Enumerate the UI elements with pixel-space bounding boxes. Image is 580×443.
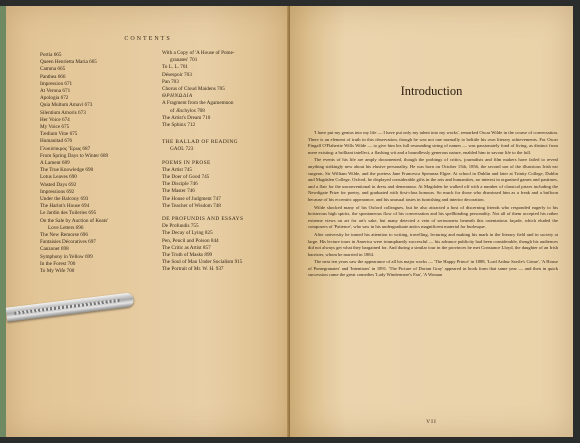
contents-entry: The Truth of Masks 899 (162, 252, 213, 259)
contents-entry: My Voice 675 (40, 124, 70, 131)
contents-entry: The Decay of Lying 825 (162, 230, 213, 237)
contents-entry: A Lament 689 (40, 160, 70, 167)
contents-entry: Portia 665 (40, 52, 62, 58)
contents-entry: Queen Henrietta Maria 665 (40, 59, 97, 66)
contents-entry: Fantaisies Décoratives 697 (40, 239, 96, 246)
contents-entry: The Artist's Dream 710 (162, 114, 211, 121)
introduction-paragraph: The events of his life are amply documented, though the probings of critics, journalists and film makers have failed to reveal anything strikingly new about his elusive personality. He was born on October 15th, 1856, the second son of the illustrious Irish ear surgeon, Sir William Wilde, and the poetess Jane Francesca Speranza Elgee. At school in Dublin and later at Trinity College, Dublin and Magdalen College, Oxford, he displayed considerable gifts in the arts and humanities, no interest in organised games and pastimes, and a flair for the unconventional in dress and demeanour. At Magdalen he walked off with a number of classical prizes including the Newdigate Prize for poetry, and graduated with first-class honours. So much for those who dismissed him as a freak and a buffoon because of his eccentric appearance, and his unusual tastes in furnishing and interior decoration. (308, 157, 558, 202)
contents-entry: With a Copy of 'A House of Pome- (162, 50, 235, 56)
introduction-paragraph: The next ten years saw the appearance of all his major works — 'The Happy Prince' in 1888, 'Lord Arthur Savile's Crime', 'A House of Pomegranates' and 'Intentions' in 1891. 'The Picture of Dorian Gray' appeared in book form that same year — and then in quick succession came the great comedies 'Lady Windermere's Fan', 'A Woman (308, 259, 558, 278)
contents-entry: De Profundis 755 (162, 223, 199, 230)
contents-entry: The Master 746 (162, 188, 195, 195)
contents-entry: The Critic as Artist 857 (162, 244, 211, 251)
contents-entry: The Teacher of Wisdom 748 (162, 202, 221, 209)
introduction-title: Introduction (400, 84, 463, 98)
contents-entry: The Soul of Man Under Socialism 915 (162, 259, 243, 266)
contents-entry: Pan 703 (162, 78, 179, 85)
left-page (6, 6, 290, 437)
contents-entry: The Sphinx 712 (162, 122, 196, 129)
introduction-paragraph: After university he turned his attention to writing, travelling, lecturing and making his mark in the literary field and in society at large. His lecture tours in America were triumphantly successful — his advance publicity had been considerable, though his audiences did not always get what they bargained for. And during a similar tour in the provinces he met Constance Lloyd, the daughter of an Irish barrister, whom he married in 1884. (308, 231, 558, 257)
contents-entry: Désespoir 703 (162, 71, 192, 78)
right-page (290, 6, 573, 437)
contents-entry: The Disciple 746 (162, 181, 198, 188)
contents-entry: Her Voice 674 (40, 116, 70, 123)
contents-entry: On the Sale by Auction of Keats' (40, 217, 109, 224)
contents-entry: The Portrait of Mr. W. H. 937 (162, 266, 224, 273)
contents-entry: Canzonet 698 (40, 246, 69, 253)
contents-entry: of Æschylos 708 (170, 107, 205, 114)
contents-entry: The New Remorse 696 (40, 232, 88, 239)
contents-entry: Impression 671 (40, 80, 73, 87)
contents-entry: The True Knowledge 690 (40, 167, 94, 174)
contents-entry: Humanitad 676 (40, 138, 73, 145)
contents-entry: Panthea 666 (40, 73, 66, 80)
contents-entry: Pen, Pencil and Poison 844 (162, 237, 219, 244)
contents-entry: Le Jardin des Tuileries 695 (40, 210, 97, 217)
section-poems-in-prose: POEMS IN PROSE (162, 159, 211, 166)
contents-entry: Love Letters 696 (48, 224, 84, 231)
contents-entry: In the Forest 700 (40, 260, 76, 267)
contents-entry: The Doer of Good 745 (162, 174, 210, 181)
contents-entry: The House of Judgment 747 (162, 195, 221, 202)
contents-entry: Symphony in Yellow 699 (40, 253, 93, 260)
contents-entry: The Artist 745 (162, 166, 192, 173)
contents-entry: To My Wife 700 (40, 268, 75, 275)
metal-page-clip (6, 292, 134, 321)
section-ballad-page: GAOL 723 (170, 146, 194, 153)
contents-entry: Quia Multum Amavi 673 (40, 102, 93, 109)
section-de-profundis: DE PROFUNDIS AND ESSAYS (162, 216, 244, 223)
contents-entry: Impressions 692 (40, 188, 75, 195)
introduction-paragraph: Wilde shocked many of his Oxford colleagues, but he also attracted a host of discerning friends who responded eagerly to his boisterous high spirits, the spontaneous flow of his conversation and his spellbinding personality. Not all of them accepted his rather extreme views on art for art's sake, but many detected a vein of seriousness beneath this ostentatious façade, which eluded the composers of 'Patience', who saw in his undergraduate antics magnificent material for burlesque. (308, 204, 558, 230)
contents-entry: Γλυκύπικρος Ἔρως 687 (40, 145, 91, 152)
page-number: VII (426, 419, 437, 425)
contents-entry: Camma 665 (40, 66, 66, 73)
contents-greek-title: ΘΡΗΝΩΔΙΑ (162, 93, 193, 100)
section-ballad-title: THE BALLAD OF READING (162, 139, 238, 146)
contents-entry: Wasted Days 692 (40, 181, 77, 188)
contents-header: CONTENTS (124, 36, 172, 42)
contents-entry: granates' 701 (170, 57, 198, 64)
contents-entry: A Fragment from the Agamemnon (162, 100, 234, 107)
contents-column-2 (162, 50, 288, 274)
contents-entry: At Verona 671 (40, 88, 71, 95)
contents-entry: To L. L. 701 (162, 64, 189, 71)
contents-entry: Under the Balcony 693 (40, 196, 89, 203)
contents-column-1 (40, 52, 152, 275)
contents-entry: From Spring Days to Winter 689 (40, 152, 109, 159)
contents-entry: Lotus Leaves 690 (40, 174, 77, 181)
introduction-paragraph: 'I have put my genius into my life — I have put only my talent into my works', remarked Oscar Wilde in the course of conversation. There is an element of truth in this observation, though he was not one normally to belittle his own literary achievements. For Oscar Fingall O'Flahertie Wills Wilde — to give him his full resounding string of names — was passionately fond of living, as distinct from mere existing: a brilliant intellect, a flashing wit and a boundlessly generous nature, enabled him to savour life to the full. (308, 130, 558, 155)
contents-entry: Silentium Amoris 673 (40, 109, 86, 116)
contents-entry: The Harlot's House 694 (40, 203, 90, 210)
introduction-body (308, 130, 558, 280)
contents-entry: Chorus of Cloud Maidens 705 (162, 86, 225, 93)
contents-entry: Apologia 672 (40, 95, 69, 102)
contents-entry: Tædium Vitæ 675 (40, 131, 78, 138)
